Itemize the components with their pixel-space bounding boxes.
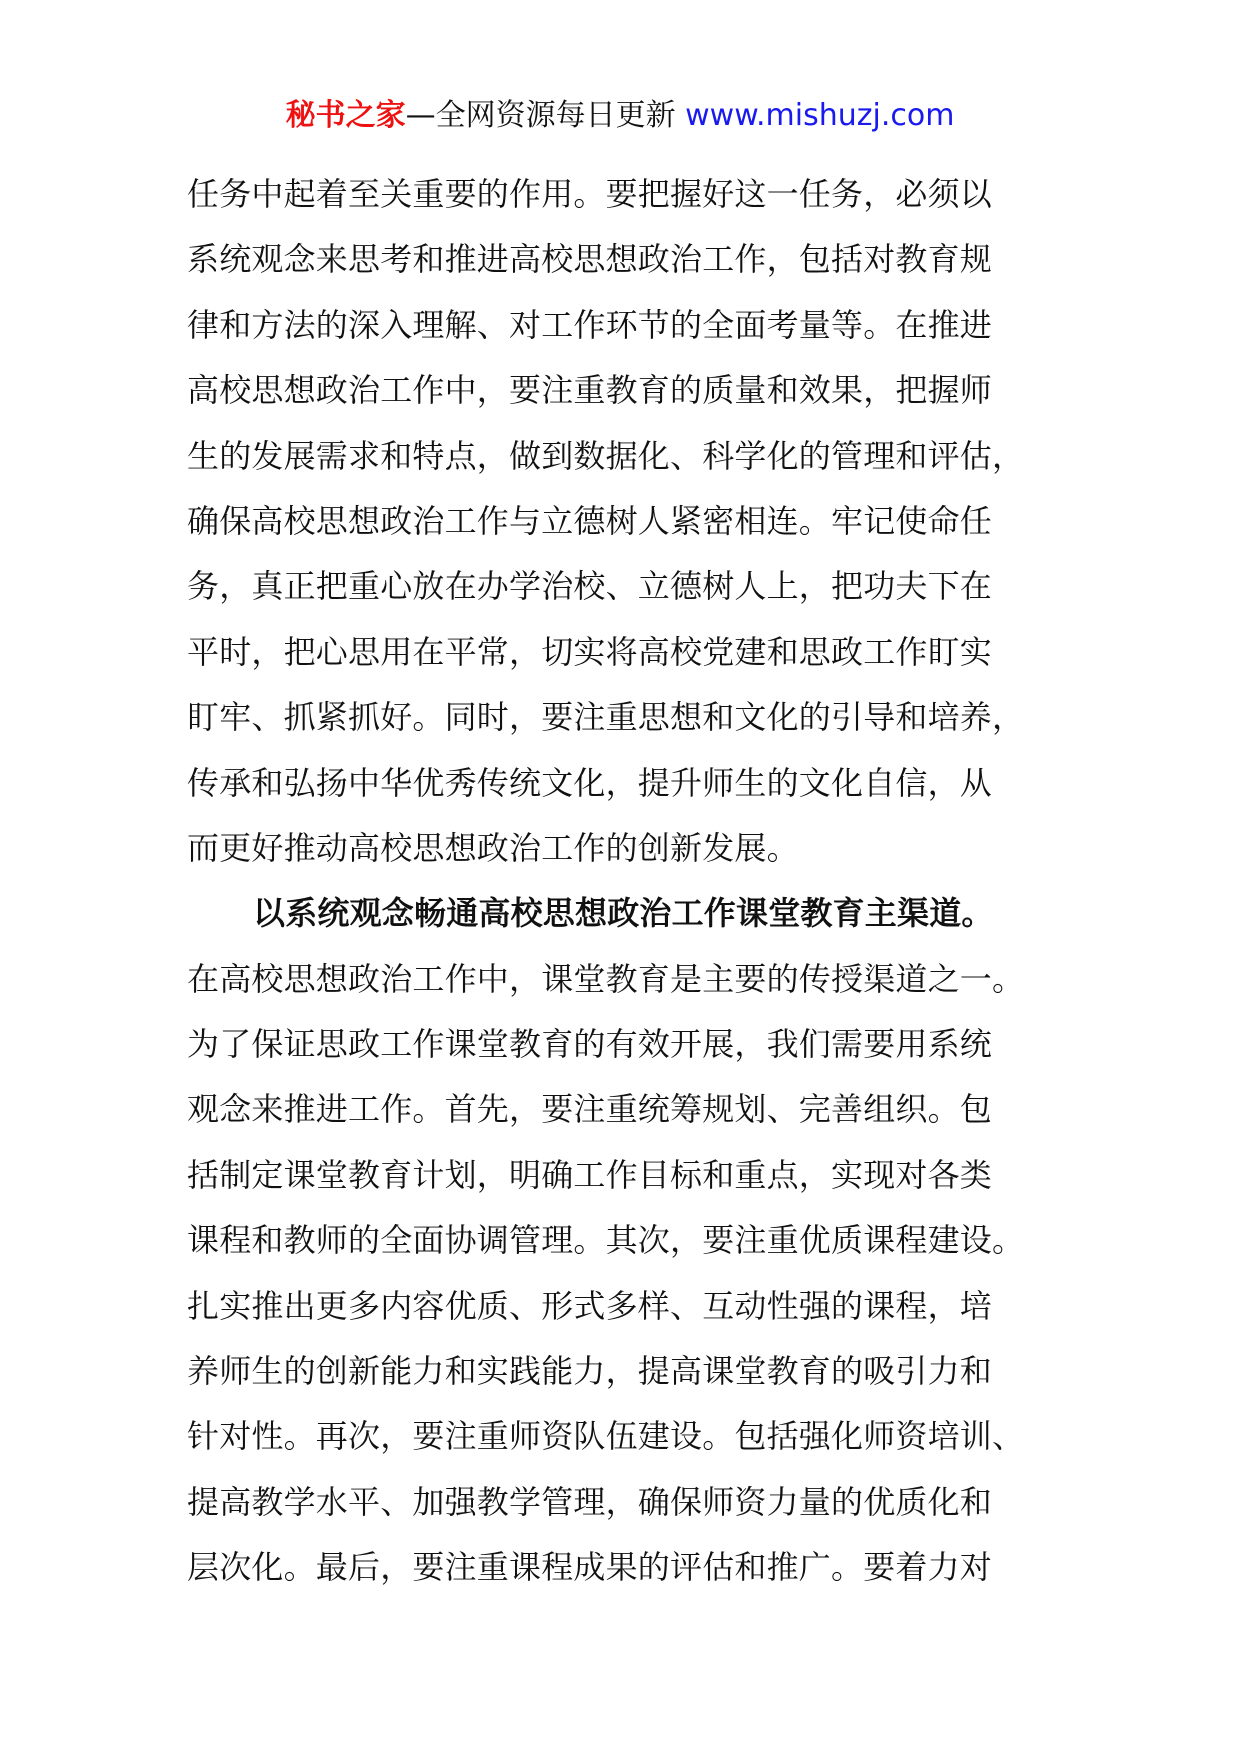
text-line: 确保高校思想政治工作与立德树人紧密相连。牢记使命任 (187, 501, 993, 540)
text-line: 为了保证思政工作课堂教育的有效开展，我们需要用系统 (187, 1025, 993, 1064)
text-line: 系统观念来思考和推进高校思想政治工作，包括对教育规 (187, 240, 993, 279)
site-header (0, 94, 1240, 138)
text-line: 针对性。再次，要注重师资队伍建设。包括强化师资培训、 (187, 1417, 1025, 1456)
text-line: 养师生的创新能力和实践能力，提高课堂教育的吸引力和 (187, 1352, 993, 1391)
document-body (187, 162, 1087, 1601)
text-line: 扎实推出更多内容优质、形式多样、互动性强的课程，培 (187, 1286, 993, 1325)
site-brand: 秘书之家 (285, 98, 406, 133)
text-line: 平时，把心思用在平常，切实将高校党建和思政工作盯实 (187, 632, 993, 671)
text-line: 律和方法的深入理解、对工作环节的全面考量等。在推进 (187, 305, 993, 344)
section-heading: 以系统观念畅通高校思想政治工作课堂教育主渠道。 (253, 894, 994, 933)
text-line: 任务中起着至关重要的作用。要把握好这一任务，必须以 (187, 175, 993, 213)
text-line: 课程和教师的全面协调管理。其次，要注重优质课程建设。 (187, 1221, 1025, 1260)
text-line: 务，真正把重心放在办学治校、立德树人上，把功夫下在 (187, 567, 993, 606)
text-line: 括制定课堂教育计划，明确工作目标和重点，实现对各类 (187, 1155, 993, 1194)
text-line: 高校思想政治工作中，要注重教育的质量和效果，把握师 (187, 371, 993, 410)
site-url-link[interactable]: www.mishuzj.com (685, 98, 955, 133)
text-line: 提高教学水平、加强教学管理，确保师资力量的优质化和 (187, 1482, 993, 1521)
text-line: 盯牢、抓紧抓好。同时，要注重思想和文化的引导和培养， (187, 698, 1025, 737)
text-line: 在高校思想政治工作中，课堂教育是主要的传授渠道之一。 (187, 959, 1025, 998)
text-line: 而更好推动高校思想政治工作的创新发展。 (187, 828, 799, 867)
text-line: 层次化。最后，要注重课程成果的评估和推广。要着力对 (187, 1548, 993, 1587)
text-line: 生的发展需求和特点，做到数据化、科学化的管理和评估， (187, 436, 1025, 475)
text-line: 观念来推进工作。首先，要注重统筹规划、完善组织。包 (187, 1090, 993, 1129)
text-line: 传承和弘扬中华优秀传统文化，提升师生的文化自信，从 (187, 763, 993, 802)
site-tagline: —全网资源每日更新 (405, 98, 686, 133)
